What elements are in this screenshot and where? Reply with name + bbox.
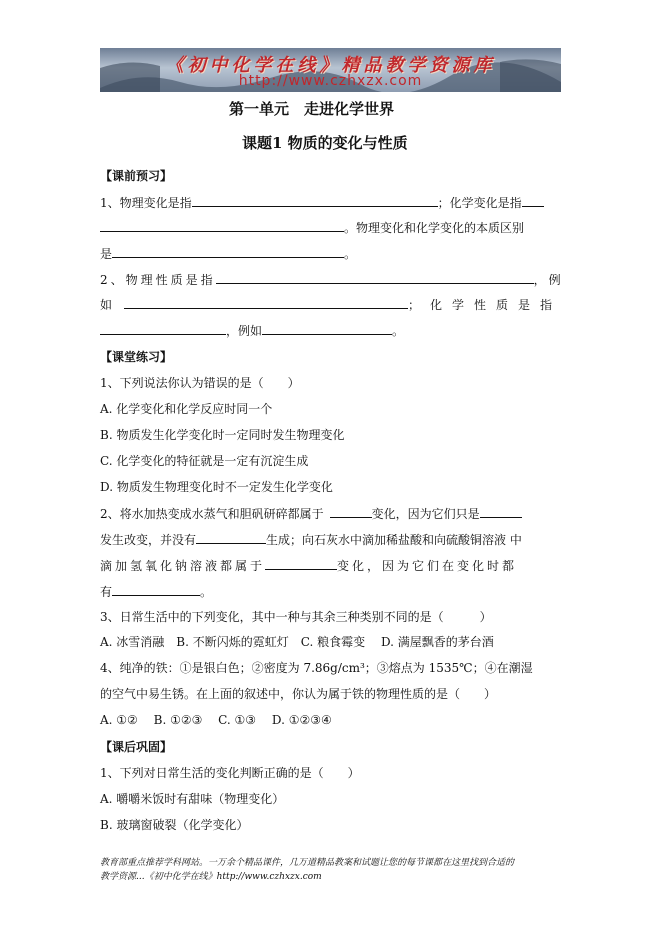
practice-q2-text-g: 有 [100,585,113,599]
practice-q1-option-d: D. 物质发生物理变化时不一定发生化学变化 [100,480,333,494]
lesson-title: 课题1 物质的变化与性质 [242,134,408,152]
preview-q2-text-b: ，例 [533,273,564,287]
practice-q4-line2: 的空气中易生锈。在上面的叙述中，你认为属于铁的物理性质的是（ ） [100,687,497,701]
answer-blank[interactable] [265,557,337,570]
practice-q1-option-a: A. 化学变化和化学反应时同一个 [100,402,273,416]
preview-q1-line3 [100,245,356,262]
preview-q1-text-a: 1、物理变化是指 [100,196,192,210]
practice-q2-text-b: 变化，因为它们只是 [371,507,480,521]
answer-blank[interactable] [330,505,372,518]
answer-blank[interactable] [100,322,226,335]
preview-q1-text-b: ；化学变化是指 [437,196,522,210]
preview-q1-line2 [100,219,524,236]
preview-q1-text-e: 。 [344,247,357,261]
answer-blank[interactable] [100,219,344,232]
preview-q2-line3 [100,322,404,339]
review-q1-option-b: B. 玻璃窗破裂（化学变化） [100,818,249,832]
practice-q2-text-c: 发生改变，并没有 [100,533,197,547]
practice-q1-option-b: B. 物质发生化学变化时一定同时发生物理变化 [100,428,345,442]
practice-q3: 3、日常生活中的下列变化，其中一种与其余三种类别不同的是（ ） [100,610,492,624]
answer-blank[interactable] [112,583,200,596]
section-preview: 【课前预习】 [100,169,173,183]
preview-q2-text-d: ；化学性质是指 [408,298,563,312]
practice-q2-text-h: 。 [200,585,213,599]
practice-q1: 1、下列说法你认为错误的是（ ） [100,376,300,390]
preview-q2-text-a: 2、物理性质是指 [100,273,216,287]
practice-q2-text-e: 滴加氢氧化钠溶液都属于 [100,559,266,573]
answer-blank[interactable] [196,531,266,544]
practice-q2-line3 [100,557,517,574]
preview-q2-text-f: 。 [392,324,405,338]
practice-q1-option-c: C. 化学变化的特征就是一定有沉淀生成 [100,454,309,468]
preview-q2-text-e: ，例如 [226,324,263,338]
review-q1: 1、下列对日常生活的变化判断正确的是（ ） [100,766,360,780]
answer-blank[interactable] [112,245,344,258]
review-q1-option-a: A. 嚼嚼米饭时有甜味（物理变化） [100,792,285,806]
practice-q2-line4 [100,583,212,600]
preview-q2-text-c: 如 [100,298,113,312]
practice-q4-options: A. ①② B. ①②③ C. ①③ D. ①②③④ [100,713,332,727]
preview-q1-text-c: 。物理变化和化学变化的本质区别 [344,221,525,235]
answer-blank[interactable] [522,194,544,207]
answer-blank[interactable] [124,296,408,309]
practice-q2-line2 [100,531,522,548]
unit-title: 第一单元 走进化学世界 [229,100,395,118]
section-review: 【课后巩固】 [100,740,173,754]
banner-url[interactable]: http://www.czhxzx.com [238,73,423,89]
footer-line2: 教学资源...《初中化学在线》http://www.czhxzx.com [100,872,322,882]
practice-q3-options: A. 冰雪消融 B. 不断闪烁的霓虹灯 C. 粮食霉变 D. 满屋飘香的茅台酒 [100,635,494,649]
answer-blank[interactable] [480,505,522,518]
header-banner [100,48,561,92]
practice-q2-text-d: 生成；向石灰水中滴加稀盐酸和向硫酸铜溶液 中 [266,533,522,547]
section-practice: 【课堂练习】 [100,350,173,364]
footer-line1: 教育部重点推荐学科网站。一万余个精品课件，几万道精品教案和试题让您的每节课都在这里找到合适的 [100,858,515,868]
practice-q2-text-a: 2、将水加热变成水蒸气和胆矾研碎都属于 [100,507,324,521]
preview-q1-line1 [100,194,544,211]
practice-q2-text-f: 变化，因为它们在变化时都 [337,559,518,573]
preview-q2-line2 [100,296,562,313]
answer-blank[interactable] [216,271,534,284]
practice-q2-line1 [100,505,522,522]
preview-q2-line1 [100,271,564,288]
banner-title: 《初中化学在线》精品教学资源库 [165,55,496,76]
answer-blank[interactable] [262,322,392,335]
answer-blank[interactable] [192,194,438,207]
practice-q4-line1: 4、纯净的铁：①是银白色；②密度为 7.86g/cm³；③熔点为 1535℃；④在潮湿 [100,661,533,675]
preview-q1-text-d: 是 [100,247,113,261]
